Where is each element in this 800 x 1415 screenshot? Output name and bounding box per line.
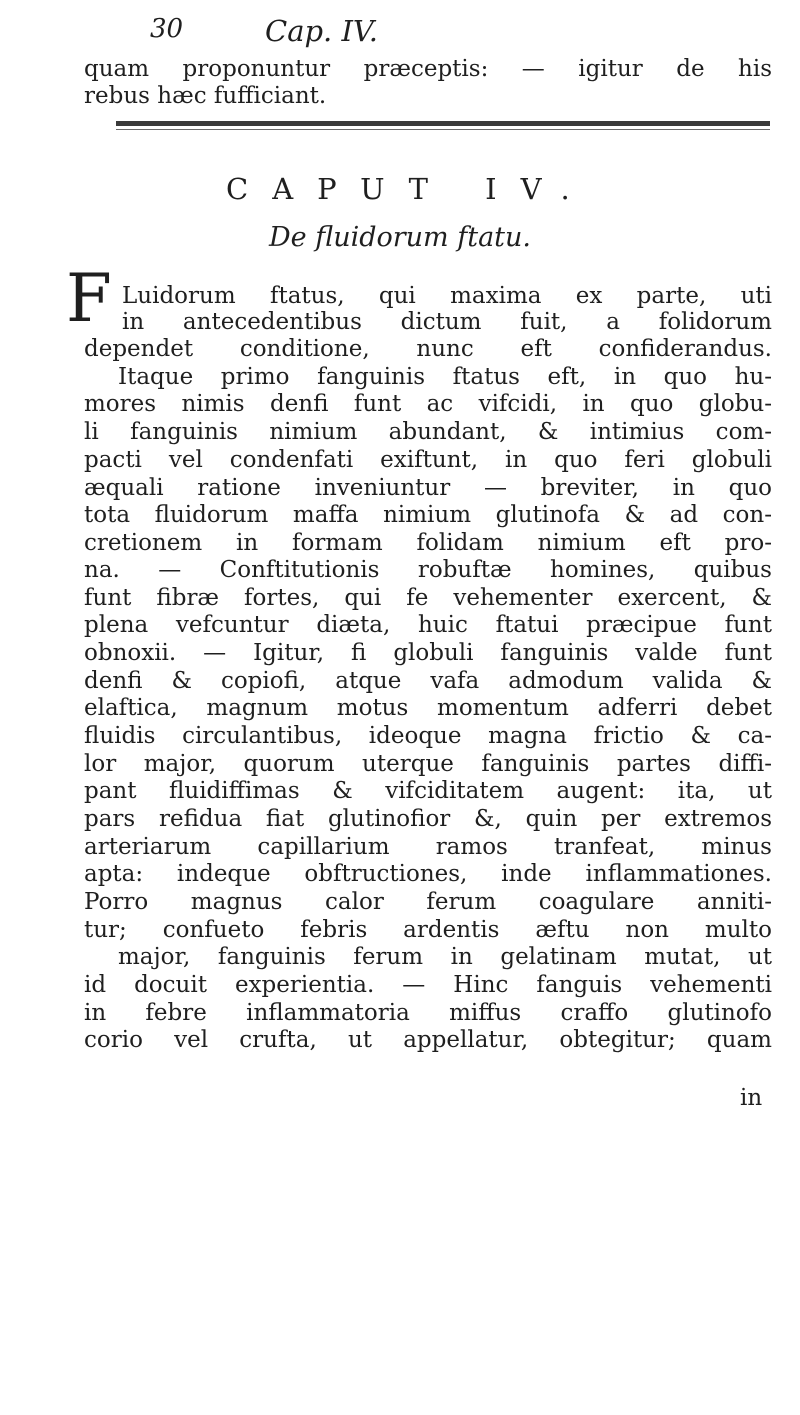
paragraph-line: plena vefcuntur diæta, huic ftatui præcipue funt [84,612,772,638]
carryover-line: quam proponuntur præceptis: — igitur de his [84,56,772,82]
paragraph-line: fluidis circulantibus, ideoque magna frictio & ca- [84,723,772,749]
paragraph-line: major, fanguinis ferum in gelatinam mutat, ut [118,944,772,970]
paragraph-line: na. — Conftitutionis robuftæ homines, quibus [84,557,772,583]
paragraph-line: pars refidua fiat glutinofior &, quin per extremos [84,806,772,832]
paragraph-line: cretionem in formam folidam nimium eft pro- [84,530,772,556]
paragraph-line: Luidorum ftatus, qui maxima ex parte, uti [122,283,772,309]
paragraph-line: pant fluidiffimas & vifciditatem augent: ita, ut [84,778,772,804]
paragraph-line: æquali ratione inveniuntur — breviter, in quo [84,475,772,501]
paragraph-line: Porro magnus calor ferum coagulare anniti- [84,889,772,915]
chapter-subtitle: De fluidorum ftatu. [268,222,532,253]
page-header [60,14,760,48]
chapter-heading: CAPUT IV. [226,172,594,206]
paragraph-line: elaftica, magnum motus momentum adferri debet [84,695,772,721]
paragraph-line: obnoxii. — Igitur, fi globuli fanguinis valde funt [84,640,772,666]
paragraph-line: tota fluidorum maffa nimium glutinofa & ad con- [84,502,772,528]
paragraph-line: apta: indeque obftructiones, inde inflammationes. [84,861,772,887]
running-head: Cap. IV. [265,14,379,48]
paragraph-line: li fanguinis nimium abundant, & intimius com- [84,419,772,445]
paragraph-line: in antecedentibus dictum fuit, a folidorum [122,309,772,335]
page-number: 30 [150,14,184,44]
carryover-line: rebus hæc fufficiant. [84,83,327,109]
paragraph-line: in febre inflammatoria miffus craffo glutinofo [84,1000,772,1026]
paragraph-line: corio vel crufta, ut appellatur, obtegitur; quam [84,1027,772,1053]
paragraph-line: pacti vel condenfati exiftunt, in quo feri globuli [84,447,772,473]
paragraph-line: arteriarum capillarium ramos tranfeat, minus [84,834,772,860]
paragraph-line: Itaque primo fanguinis ftatus eft, in quo hu- [118,364,772,390]
paragraph-line: funt fibræ fortes, qui fe vehementer exercent, & [84,585,772,611]
chapter-rule [116,121,770,126]
paragraph-line: dependet conditione, nunc eft confiderandus. [84,336,772,362]
paragraph-line: id docuit experientia. — Hinc fanguis vehementi [84,972,772,998]
drop-cap: F [66,260,112,337]
catchword: in [740,1085,763,1111]
paragraph-line: denfi & copiofi, atque vafa admodum valida & [84,668,772,694]
paragraph-line: tur; confueto febris ardentis æftu non multo [84,917,772,943]
paragraph-line: lor major, quorum uterque fanguinis partes diffi- [84,751,772,777]
chapter-rule-thin [116,129,770,130]
paragraph-line: mores nimis denfi funt ac vifcidi, in quo globu- [84,391,772,417]
